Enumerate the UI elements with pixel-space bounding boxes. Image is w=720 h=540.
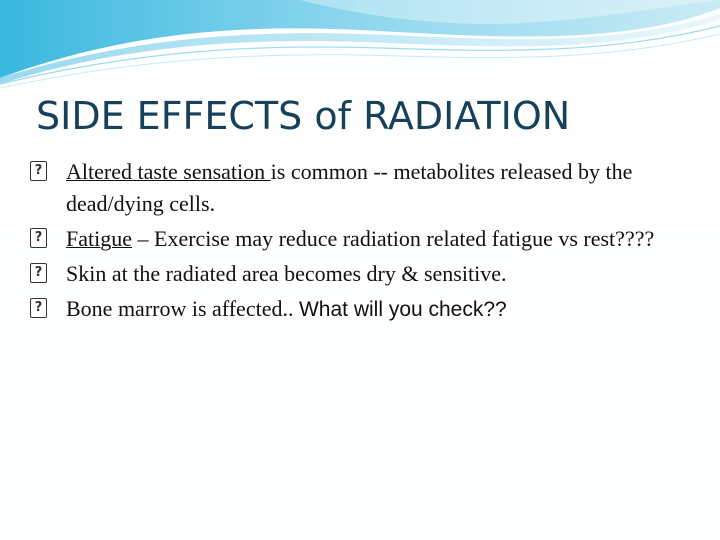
bullet-marker-icon: ?	[30, 228, 47, 248]
bullet-question-text: What will you check??	[298, 298, 507, 321]
bullet-item-fatigue	[30, 223, 690, 255]
bullet-item-taste	[30, 156, 690, 220]
bullet-underlined-text: Fatigue	[66, 226, 132, 251]
header-wave-decoration	[0, 0, 720, 90]
slide-title: SIDE EFFECTS of RADIATION	[36, 94, 571, 138]
bullet-marker-icon: ?	[30, 263, 47, 283]
bullet-text: Skin at the radiated area becomes dry & sensitive.	[66, 261, 507, 286]
bullet-text: – Exercise may reduce radiation related fatigue vs rest????	[132, 226, 655, 251]
bullet-marker-icon: ?	[30, 298, 47, 318]
bullet-underlined-text: Altered taste sensation	[66, 159, 271, 184]
bullet-list	[30, 156, 690, 329]
bullet-text: is common -- metabolites released by the dead/dying cells.	[66, 159, 633, 216]
bullet-item-skin	[30, 258, 690, 290]
bullet-item-bone-marrow	[30, 293, 690, 326]
bullet-text: Bone marrow is affected..	[66, 296, 299, 321]
bullet-marker-icon: ?	[30, 161, 47, 181]
